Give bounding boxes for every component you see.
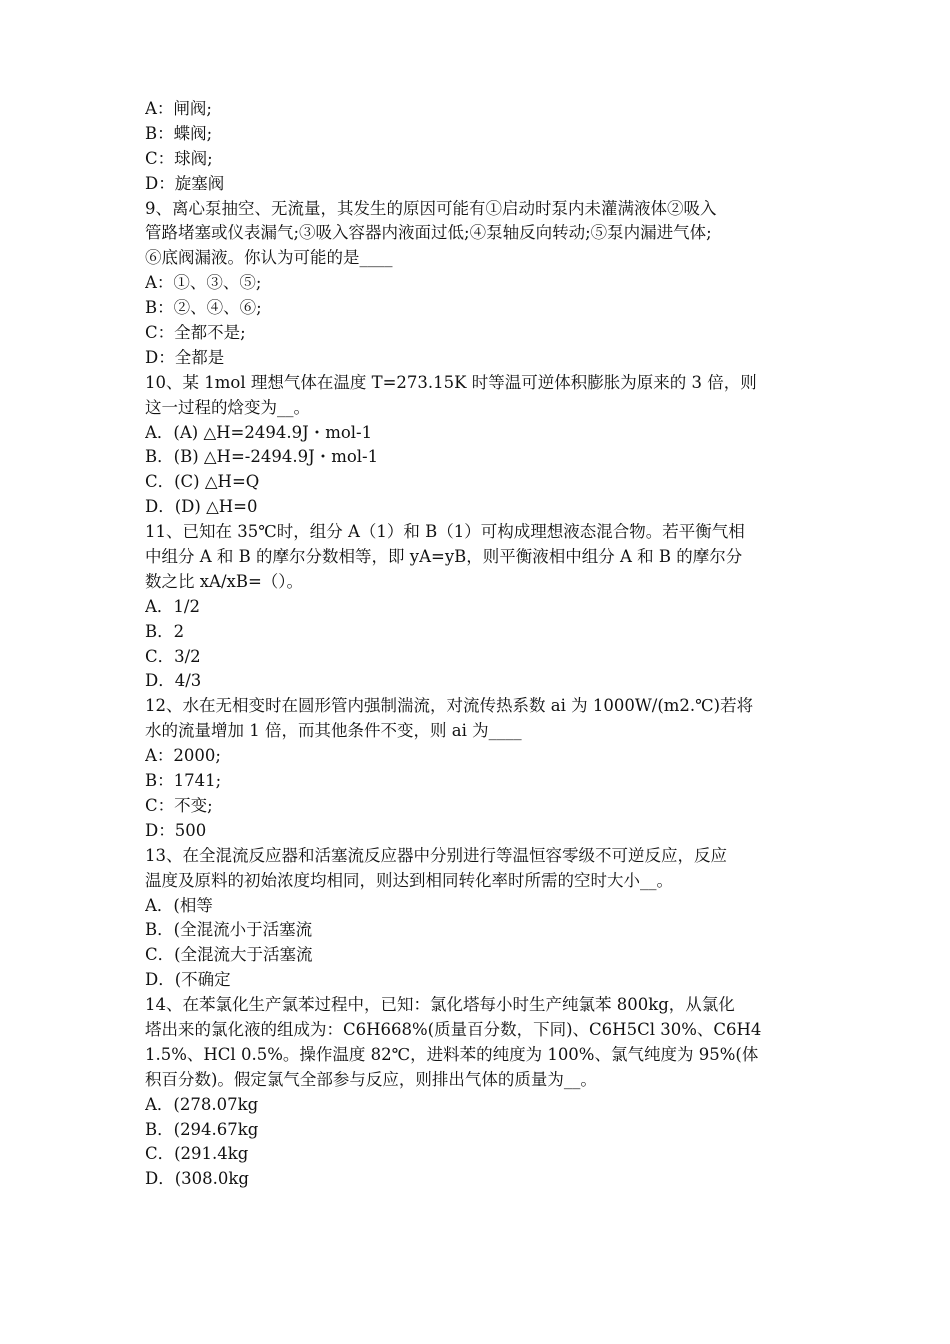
text-line: 水的流量增加 1 倍，而其他条件不变，则 ai 为____ xyxy=(145,721,522,741)
text-line: D：500 xyxy=(145,820,207,840)
answer-option xyxy=(145,943,810,968)
answer-option xyxy=(145,321,810,346)
text-line: C．(C) △H=Q xyxy=(145,472,260,492)
text-line: 管路堵塞或仪表漏气;③吸入容器内液面过低;④泵轴反向转动;⑤泵内漏进气体; xyxy=(145,223,712,243)
text-line: A：2000; xyxy=(145,746,221,766)
text-line: 温度及原料的初始浓度均相同，则达到相同转化率时所需的空时大小__。 xyxy=(145,870,673,890)
answer-option xyxy=(145,470,810,495)
text-line: B．(294.67kg xyxy=(145,1119,259,1139)
text-line: 1.5%、HCl 0.5%。操作温度 82℃，进料苯的纯度为 100%、氯气纯度为 95%(体 xyxy=(145,1044,759,1064)
answer-option xyxy=(145,271,810,296)
answer-option xyxy=(145,968,810,993)
document-body xyxy=(145,97,810,1192)
answer-option xyxy=(145,296,810,321)
text-line: B：蝶阀; xyxy=(145,123,213,143)
text-line: C：不变; xyxy=(145,795,213,815)
text-line: 数之比 xA/xB=（）。 xyxy=(145,571,304,591)
answer-option xyxy=(145,918,810,943)
answer-option xyxy=(145,1167,810,1192)
text-line: B：1741; xyxy=(145,771,222,791)
answer-option xyxy=(145,346,810,371)
text-line: A．(相等 xyxy=(145,895,213,915)
text-line: B．(B) △H=-2494.9J・mol-1 xyxy=(145,447,379,467)
text-line: D．4/3 xyxy=(145,671,202,691)
answer-option xyxy=(145,147,810,172)
answer-option xyxy=(145,645,810,670)
text-line: C．(全混流大于活塞流 xyxy=(145,945,313,965)
text-line: A．1/2 xyxy=(145,596,200,616)
answer-option xyxy=(145,172,810,197)
text-line: D．(D) △H=0 xyxy=(145,497,258,517)
question-stem xyxy=(145,197,810,272)
answer-option xyxy=(145,1142,810,1167)
question-stem xyxy=(145,844,810,894)
answer-option xyxy=(145,122,810,147)
text-line: D．(不确定 xyxy=(145,970,231,990)
question-stem xyxy=(145,993,810,1093)
answer-option xyxy=(145,595,810,620)
text-line: D：全都是 xyxy=(145,347,225,367)
text-line: A：闸阀; xyxy=(145,99,212,118)
answer-option xyxy=(145,1118,810,1143)
text-line: B：②、④、⑥; xyxy=(145,298,262,318)
text-line: ⑥底阀漏液。你认为可能的是____ xyxy=(145,248,393,268)
answer-option xyxy=(145,769,810,794)
text-line: D：旋塞阀 xyxy=(145,173,225,193)
text-line: 积百分数)。假定氯气全部参与反应，则排出气体的质量为__。 xyxy=(145,1069,597,1089)
text-line: B．2 xyxy=(145,621,185,641)
text-line: 这一过程的焓变为__。 xyxy=(145,397,310,417)
text-line: 9、离心泵抽空、无流量，其发生的原因可能有①启动时泵内未灌满液体②吸入 xyxy=(145,198,717,218)
text-line: 中组分 A 和 B 的摩尔分数相等，即 yA=yB，则平衡液相中组分 A 和 B 的摩尔分 xyxy=(145,547,743,567)
question-stem xyxy=(145,371,810,421)
answer-option xyxy=(145,1093,810,1118)
answer-option xyxy=(145,421,810,446)
text-line: C．(291.4kg xyxy=(145,1144,249,1164)
answer-option xyxy=(145,669,810,694)
text-line: A：①、③、⑤; xyxy=(145,273,262,293)
answer-option xyxy=(145,894,810,919)
text-line: A．(278.07kg xyxy=(145,1094,259,1114)
text-line: C：球阀; xyxy=(145,148,213,168)
text-line: C：全都不是; xyxy=(145,323,246,343)
answer-option xyxy=(145,445,810,470)
question-stem xyxy=(145,520,810,595)
text-line: A．(A) △H=2494.9J・mol-1 xyxy=(145,422,373,442)
answer-option xyxy=(145,620,810,645)
answer-option xyxy=(145,819,810,844)
answer-option xyxy=(145,794,810,819)
text-line: B．(全混流小于活塞流 xyxy=(145,920,313,940)
text-line: C．3/2 xyxy=(145,646,201,666)
text-line: 13、在全混流反应器和活塞流反应器中分别进行等温恒容零级不可逆反应，反应 xyxy=(145,845,727,865)
text-line: 塔出来的氯化液的组成为：C6H668%(质量百分数，下同)、C6H5Cl 30%、C6H4 xyxy=(145,1019,762,1039)
text-line: 12、水在无相变时在圆形管内强制湍流，对流传热系数 ai 为 1000W/(m2.℃)若将 xyxy=(145,696,754,716)
text-line: D．(308.0kg xyxy=(145,1169,249,1189)
answer-option xyxy=(145,495,810,520)
question-stem xyxy=(145,694,810,744)
text-line: 11、已知在 35℃时，组分 A（1）和 B（1）可构成理想液态混合物。若平衡气相 xyxy=(145,522,745,542)
answer-option xyxy=(145,97,810,122)
text-line: 14、在苯氯化生产氯苯过程中，已知：氯化塔每小时生产纯氯苯 800kg，从氯化 xyxy=(145,995,735,1015)
text-line: 10、某 1mol 理想气体在温度 T=273.15K 时等温可逆体积膨胀为原来的 3 倍，则 xyxy=(145,372,757,392)
answer-option xyxy=(145,744,810,769)
